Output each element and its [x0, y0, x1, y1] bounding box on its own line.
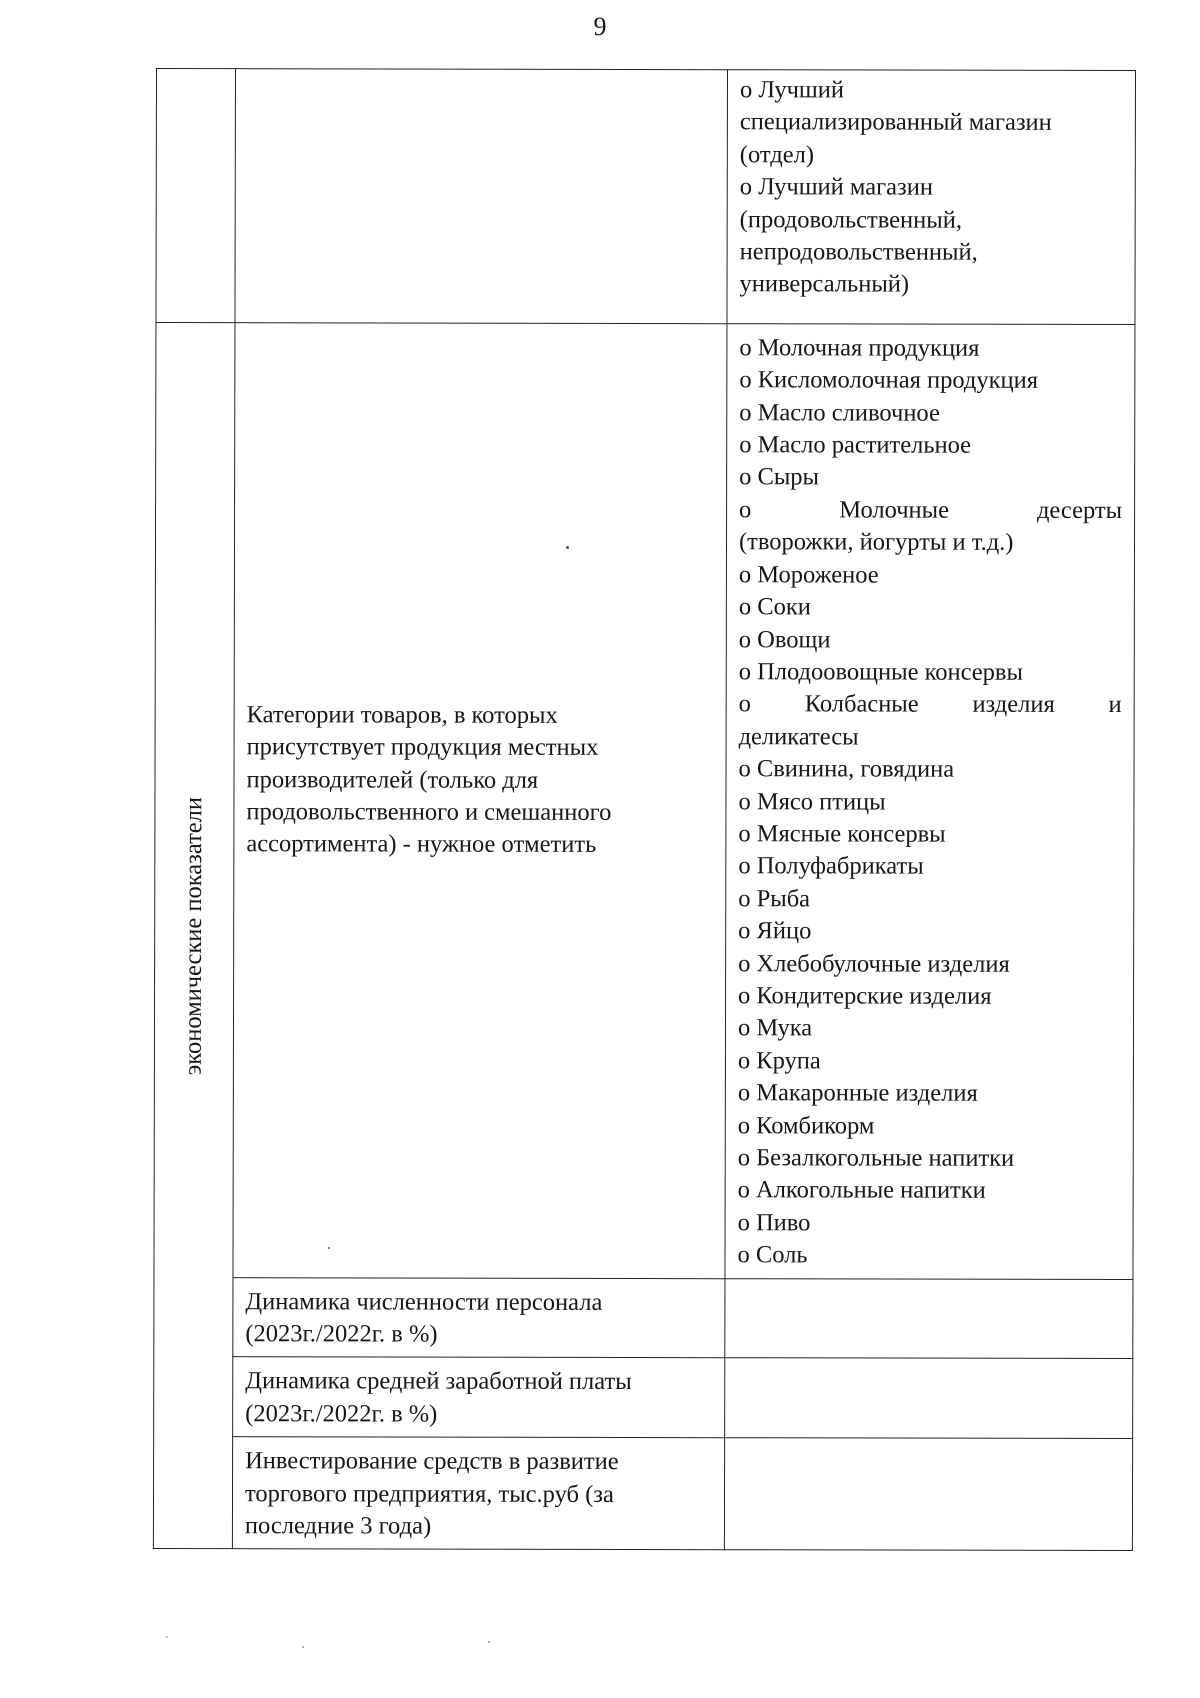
salary-value-field[interactable] — [725, 1358, 1133, 1439]
option-item[interactable]: о Яйцо — [738, 917, 812, 945]
categories-label-cell — [233, 323, 727, 1279]
label-line: продовольственного и смешанного — [246, 798, 612, 826]
option-item[interactable]: о Комбикорм — [737, 1111, 875, 1140]
option-item[interactable]: о Лучший — [739, 76, 845, 104]
categories-label — [246, 699, 713, 862]
option-item[interactable]: о Кондитерские изделия — [738, 982, 992, 1010]
option-item[interactable]: о Мясные консервы — [738, 820, 946, 848]
label-line: Динамика численности персонала — [245, 1287, 603, 1316]
option-text: непродовольственный, — [739, 238, 978, 266]
empty-section-cell — [156, 69, 236, 323]
label-line: производителей (только для — [246, 765, 539, 794]
table-row-investment — [153, 1437, 1132, 1551]
salary-label-cell — [233, 1357, 725, 1438]
option-item[interactable]: о Крупа — [737, 1047, 821, 1075]
option-item[interactable]: о Масло сливочное — [739, 398, 940, 427]
option-item[interactable]: о Лучший магазин — [739, 173, 933, 201]
option-item[interactable]: о Мука — [737, 1014, 813, 1042]
option-text: универсальный) — [739, 270, 910, 299]
label-line: последние 3 года) — [244, 1512, 432, 1540]
option-text: (продовольственный, — [739, 205, 963, 234]
option-item[interactable]: о Мясо птицы — [738, 787, 886, 816]
option-item[interactable]: о Овощи — [738, 625, 831, 653]
nomination-options-cell — [727, 70, 1136, 325]
option-item[interactable]: о Алкогольные напитки — [737, 1176, 986, 1205]
label-line: (2023г./2022г. в %) — [245, 1400, 438, 1428]
section-label: экономические показатели — [179, 796, 208, 1075]
staff-value-field[interactable] — [725, 1278, 1133, 1359]
scan-speck — [566, 546, 569, 549]
option-item[interactable]: о Полуфабрикаты — [738, 852, 924, 880]
option-item[interactable]: о Мороженое — [738, 560, 879, 589]
category-options-cell — [725, 324, 1135, 1280]
scan-speck — [488, 1641, 490, 1643]
option-item[interactable]: о Кисломолочная продукция — [739, 366, 1039, 395]
option-text: (творожки, йогурты и т.д.) — [738, 528, 1014, 557]
label-line: Динамика средней заработной платы — [245, 1367, 632, 1396]
label-line: торгового предприятия, тыс.руб (за — [244, 1479, 614, 1508]
option-item[interactable]: о Пиво — [737, 1209, 811, 1237]
option-item[interactable]: о Макаронные изделия — [737, 1079, 978, 1107]
investment-value-field[interactable] — [724, 1438, 1132, 1551]
table-row-salary-dynamics — [154, 1357, 1133, 1439]
option-item[interactable]: о Масло растительное — [739, 431, 972, 459]
option-text: (отдел) — [739, 141, 815, 169]
label-line: ассортимента) - нужное отметить — [246, 830, 597, 859]
table-row-shop-nominations — [156, 69, 1136, 325]
option-item[interactable]: о Соль — [737, 1241, 808, 1269]
option-item[interactable]: о Сыры — [739, 463, 820, 491]
option-item[interactable]: о Безалкогольные напитки — [737, 1144, 1015, 1172]
investment-label-cell — [232, 1437, 724, 1550]
option-item[interactable]: о Плодоовощные консервы — [738, 658, 1024, 686]
label-line: Инвестирование средств в развитие — [245, 1447, 619, 1476]
label-line: (2023г./2022г. в %) — [245, 1320, 438, 1348]
option-item[interactable]: о Соки — [738, 593, 811, 621]
option-item[interactable]: о Молочная продукция — [739, 334, 980, 362]
table-row-staff-dynamics — [154, 1277, 1133, 1359]
option-item[interactable]: о Рыба — [738, 884, 811, 913]
scan-speck — [166, 1636, 168, 1638]
empty-label-cell — [235, 69, 728, 324]
scan-speck — [302, 1646, 304, 1648]
option-text: специализированный магазин — [739, 108, 1052, 137]
option-item[interactable]: о Молочные десерты — [739, 496, 1123, 524]
table-row-local-products — [154, 322, 1135, 1279]
option-text: деликатесы — [738, 722, 859, 751]
option-item[interactable]: о Колбасные изделия и — [738, 690, 1122, 719]
section-label-cell — [153, 322, 235, 1549]
staff-label-cell — [233, 1277, 725, 1358]
option-item[interactable]: о Свинина, говядина — [738, 755, 955, 783]
scan-speck — [328, 1247, 330, 1249]
label-line: Категории товаров, в которых — [246, 700, 558, 729]
option-item[interactable]: о Хлебобулочные изделия — [738, 949, 1010, 978]
label-line: присутствует продукция местных — [246, 733, 599, 762]
questionnaire-table — [153, 68, 1136, 1552]
page-number: 9 — [593, 12, 607, 41]
